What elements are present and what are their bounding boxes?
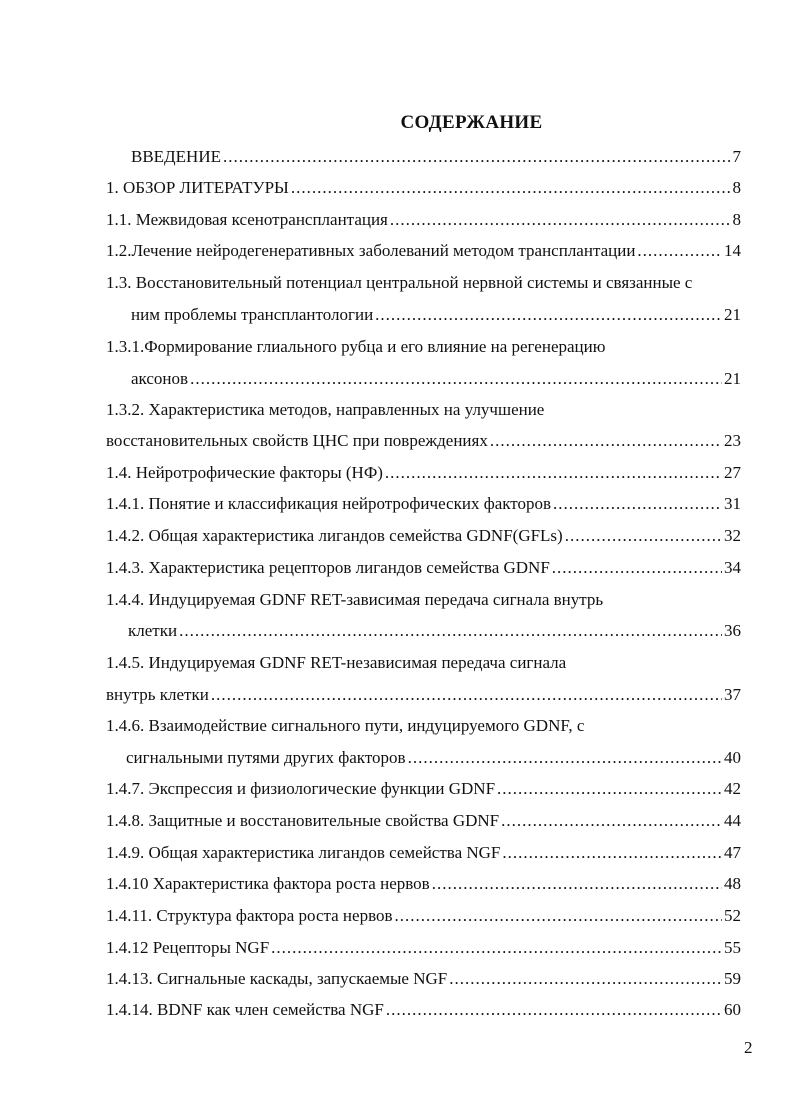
toc-entry [106, 273, 766, 293]
toc-entry-text: 1.4.9. Общая характеристика лигандов семейства NGF [106, 843, 501, 862]
toc-entry-page: 7 [732, 147, 741, 166]
leader-dots [179, 621, 722, 641]
toc-entry [126, 748, 741, 768]
toc-entry-text: 1.4. Нейротрофические факторы (НФ) [106, 463, 383, 482]
toc-entry-text: сигнальными путями других факторов [126, 748, 406, 767]
toc-entry-page: 55 [724, 938, 741, 957]
leader-dots [395, 906, 722, 926]
toc-entry [106, 1000, 741, 1020]
leader-dots [385, 463, 722, 483]
toc-entry-text: 1.4.11. Структура фактора роста нервов [106, 906, 393, 925]
toc-entry [131, 305, 741, 325]
leader-dots [637, 241, 722, 261]
toc-entry-page: 8 [732, 210, 741, 229]
toc-entry-page: 48 [724, 874, 741, 893]
leader-dots [552, 558, 722, 578]
toc-entry [128, 621, 741, 641]
toc-entry [106, 210, 741, 230]
toc-entry [106, 241, 741, 261]
toc-entry [106, 653, 706, 673]
leader-dots [386, 1000, 722, 1020]
toc-entry-page: 59 [724, 969, 741, 988]
toc-entry [106, 494, 741, 514]
toc-entry-page: 14 [724, 241, 741, 260]
toc-entry-page: 60 [724, 1000, 741, 1019]
leader-dots [501, 811, 722, 831]
leader-dots [271, 938, 722, 958]
toc-entry [106, 938, 741, 958]
toc-entry-text: 1.4.3. Характеристика рецепторов лигандов семейства GDNF [106, 558, 550, 577]
toc-entry-page: 8 [732, 178, 741, 197]
leader-dots [190, 369, 722, 389]
leader-dots [390, 210, 731, 230]
leader-dots [490, 431, 722, 451]
page-number: 2 [744, 1038, 753, 1057]
toc-entry [106, 400, 706, 420]
leader-dots [223, 147, 731, 167]
toc-entry [106, 685, 741, 705]
toc-entry-text: 1.4.1. Понятие и классификация нейротрофических факторов [106, 494, 552, 513]
toc-entry-text: восстановительных свойств ЦНС при повреждениях [106, 431, 488, 450]
leader-dots [432, 874, 722, 894]
toc-entry-text: 1.4.12 Рецепторы NGF [106, 938, 270, 957]
toc-entry-text: ВВЕДЕНИЕ [131, 147, 221, 166]
toc-entry [106, 463, 741, 483]
toc-entry-text: 1.4.14. BDNF как член семейства NGF [106, 1000, 384, 1019]
leader-dots [375, 305, 722, 325]
leader-dots [211, 685, 722, 705]
toc-entry [106, 906, 741, 926]
toc-entry-text: 1.1. Межвидовая ксенотрансплантация [106, 210, 388, 229]
toc-entry-text: 1.4.13. Сигнальные каскады, запускаемые NGF [106, 969, 448, 988]
toc-entry [106, 178, 741, 198]
toc-entry [106, 874, 741, 894]
toc-entry [131, 369, 741, 389]
toc-entry-page: 36 [724, 621, 741, 640]
leader-dots [291, 178, 731, 198]
toc-entry [106, 431, 741, 451]
toc-entry-text: 1.3. Восстановительный потенциал центральной нервной системы и связанные с [106, 273, 693, 292]
toc-entry-text: 1.3.1.Формирование глиального рубца и его влияние на регенерацию [106, 337, 606, 356]
toc-entry [106, 716, 706, 736]
toc-entry-text: 1.4.10 Характеристика фактора роста нервов [106, 874, 430, 893]
toc-entry-text: 1.4.8. Защитные и восстановительные свойства GDNF [106, 811, 500, 830]
toc-entry-page: 21 [724, 305, 741, 324]
toc-entry [106, 558, 741, 578]
leader-dots [502, 843, 722, 863]
toc-entry [106, 779, 741, 799]
toc-entry-text: 1. ОБЗОР ЛИТЕРАТУРЫ [106, 178, 289, 197]
toc-entry-text: аксонов [131, 369, 189, 388]
toc-entry [106, 969, 741, 989]
toc-entry-page: 34 [724, 558, 741, 577]
toc-entry-page: 52 [724, 906, 741, 925]
toc-entry-page: 40 [724, 748, 741, 767]
toc-entry-text: 1.4.4. Индуцируемая GDNF RET-зависимая передача сигнала внутрь [106, 590, 604, 609]
leader-dots [497, 779, 722, 799]
toc-entry-text: 1.3.2. Характеристика методов, направленных на улучшение [106, 400, 545, 419]
toc-entry [106, 526, 741, 546]
toc-entry-page: 47 [724, 843, 741, 862]
toc-entry-text: ним проблемы трансплантологии [131, 305, 374, 324]
toc-entry-text: клетки [128, 621, 178, 640]
toc-entry [106, 337, 706, 357]
toc-entry-text: 1.4.7. Экспрессия и физиологические функции GDNF [106, 779, 496, 798]
toc-entry-page: 21 [724, 369, 741, 388]
toc-entry-page: 44 [724, 811, 741, 830]
toc-entry-page: 32 [724, 526, 741, 545]
toc-entry-page: 37 [724, 685, 741, 704]
toc-entry-page: 31 [724, 494, 741, 513]
toc-entry [106, 811, 741, 831]
toc-entry-text: 1.2.Лечение нейродегенеративных заболеваний методом трансплантации [106, 241, 636, 260]
leader-dots [408, 748, 722, 768]
leader-dots [553, 494, 722, 514]
leader-dots [449, 969, 722, 989]
toc-entry [106, 843, 741, 863]
toc-entry-page: 27 [724, 463, 741, 482]
toc-entry-page: 23 [724, 431, 741, 450]
page-title: СОДЕРЖАНИЕ [400, 112, 543, 133]
toc-entry-text: внутрь клетки [106, 685, 209, 704]
toc-entry-text: 1.4.2. Общая характеристика лигандов семейства GDNF(GFLs) [106, 526, 563, 545]
leader-dots [565, 526, 722, 546]
toc-entry-page: 42 [724, 779, 741, 798]
toc-entry-text: 1.4.6. Взаимодействие сигнального пути, индуцируемого GDNF, с [106, 716, 585, 735]
toc-entry-text: 1.4.5. Индуцируемая GDNF RET-независимая передача сигнала [106, 653, 567, 672]
toc-entry [106, 590, 706, 610]
toc-entry [131, 147, 741, 167]
